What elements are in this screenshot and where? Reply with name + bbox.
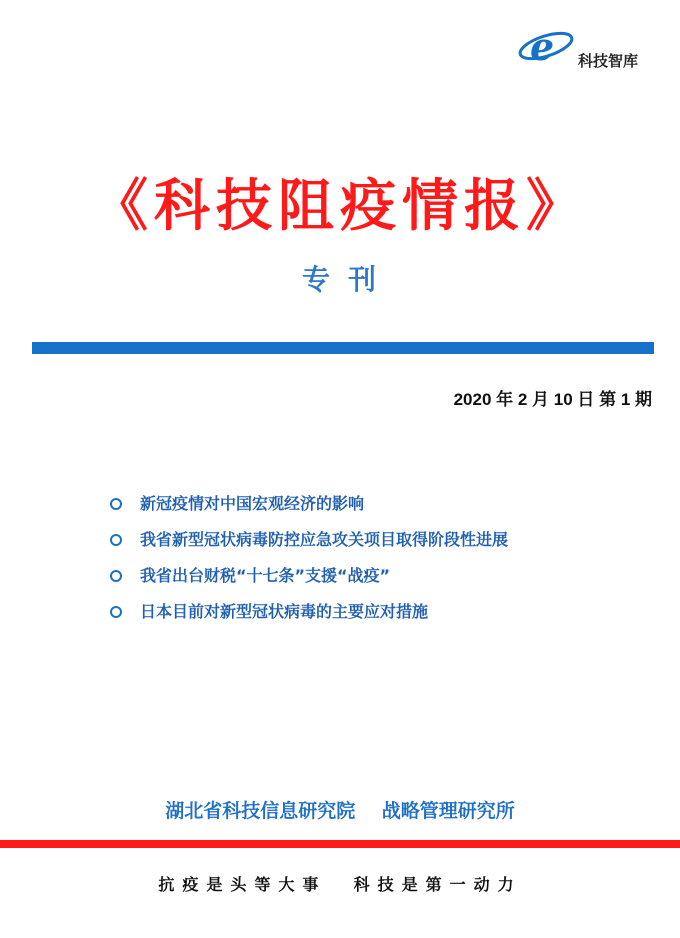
slogan: 抗疫是头等大事 科技是第一动力	[158, 875, 522, 894]
red-divider	[0, 840, 680, 848]
table-of-contents	[108, 486, 508, 630]
toc-item[interactable]	[108, 594, 508, 630]
publication-title: 《科技阻疫情报》	[92, 173, 588, 239]
toc-item-label: 日本目前对新型冠状病毒的主要应对措施	[140, 602, 429, 621]
blue-divider	[32, 342, 654, 354]
logo-text: 科技智库	[578, 52, 639, 70]
toc-item-label: 我省新型冠状病毒防控应急攻关项目取得阶段性进展	[140, 530, 509, 549]
brand-logo	[516, 22, 666, 72]
circle-bullet-icon	[110, 534, 122, 546]
toc-item[interactable]	[108, 486, 508, 522]
svg-text:e: e	[530, 24, 555, 68]
toc-item-label: 我省出台财税“十七条”支援“战疫”	[140, 566, 391, 585]
toc-item[interactable]	[108, 522, 508, 558]
circle-bullet-icon	[110, 606, 122, 618]
issue-date: 2020 年 2 月 10 日 第 1 期	[453, 390, 652, 409]
circle-bullet-icon	[110, 498, 122, 510]
circle-bullet-icon	[110, 570, 122, 582]
publication-subtitle: 专刊	[301, 263, 394, 296]
publisher-institutes: 湖北省科技信息研究院 战略管理研究所	[165, 800, 515, 822]
toc-item-label: 新冠疫情对中国宏观经济的影响	[140, 494, 365, 513]
orbit-e-logo-icon	[516, 22, 578, 68]
toc-item[interactable]	[108, 558, 508, 594]
